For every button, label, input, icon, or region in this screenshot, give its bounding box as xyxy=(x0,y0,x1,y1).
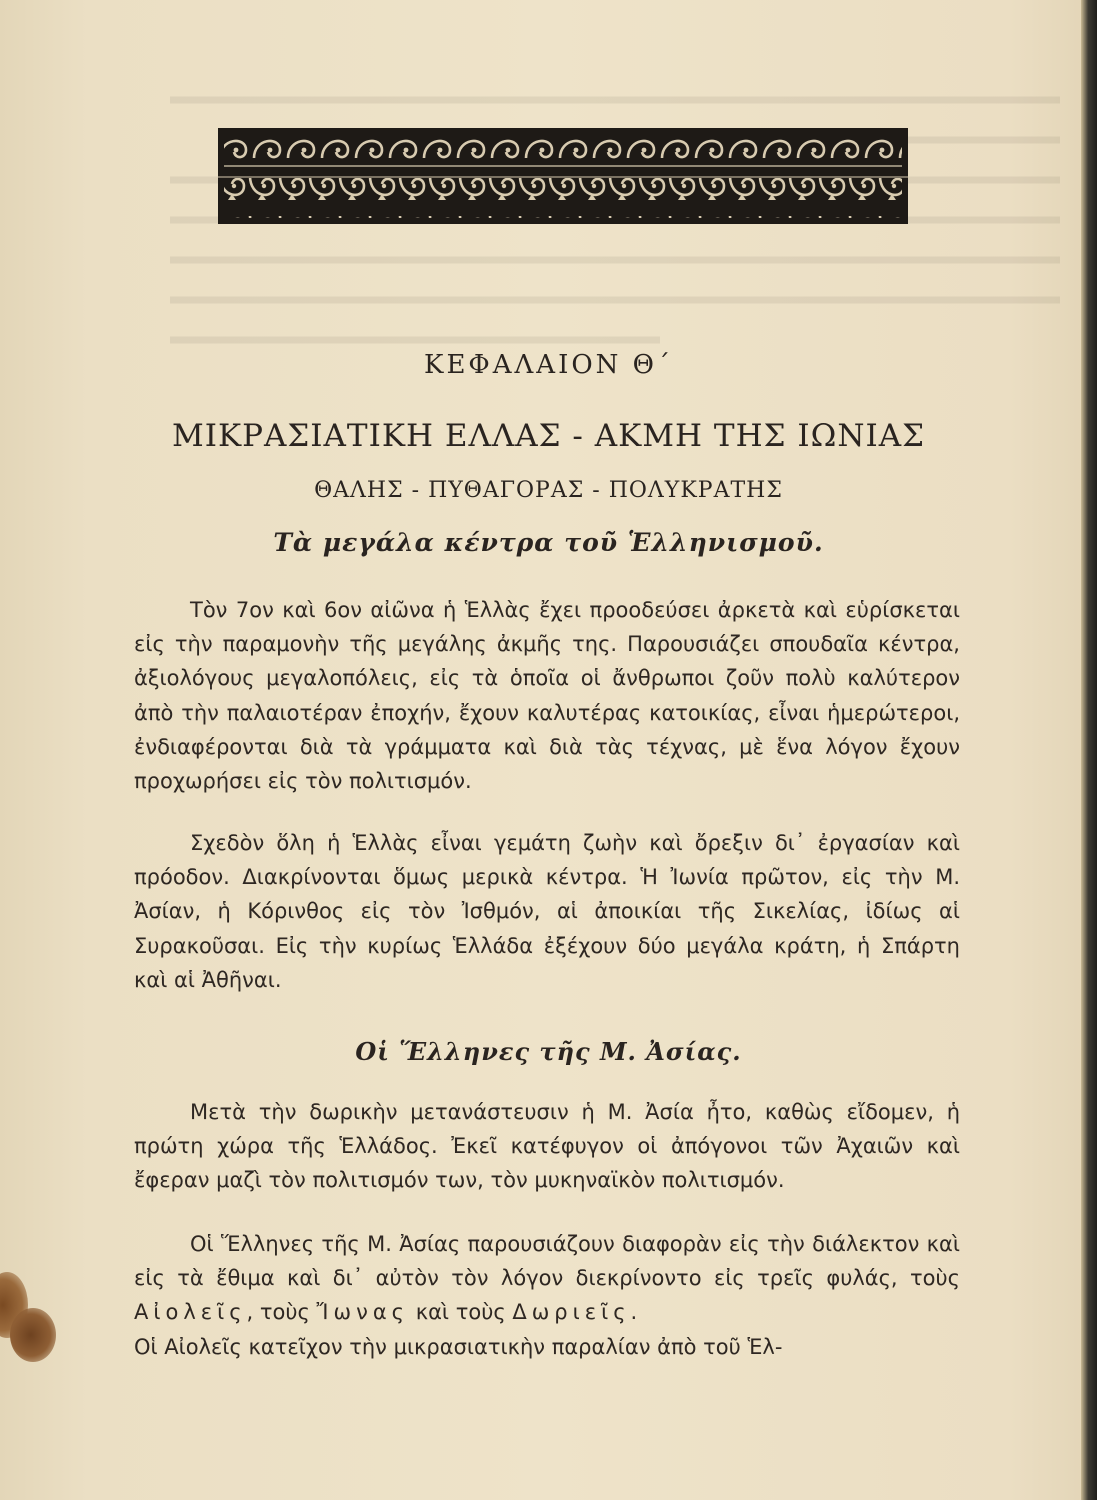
binding-edge xyxy=(1081,0,1097,1500)
paragraph: Σχεδὸν ὅλη ἡ Ἑλλὰς εἶναι γεμάτη ζωὴν καὶ ὄρεξιν δι᾽ ἐργασίαν καὶ πρόοδον. Διακρίνονται ὅμως μερικὰ κέντρα. Ἡ Ἰωνία πρῶτον, εἰς τὴν Μ. Ἀσίαν, ἡ Κόρινθος εἰς τὸν Ἰσθμόν, αἱ ἀποικίαι τῆς Σικελίας, ἰδίως αἱ Συρακοῦσαι. Εἰς τὴν κυρίως Ἑλλάδα ἐξέχουν δύο μεγάλα κράτη, ἡ Σπάρτη καὶ αἱ Ἀθῆναι. xyxy=(134,831,960,992)
paragraph: Τὸν 7ον καὶ 6ον αἰῶνα ἡ Ἑλλὰς ἔχει προοδεύσει ἀρκετὰ καὶ εὑρίσκεται εἰς τὴν παραμονὴν τῆς μεγάλης ἀκμῆς της. Παρουσιάζει σπουδαῖα κέντρα, ἀξιολόγους μεγαλοπόλεις, εἰς τὰ ὁποῖα οἱ ἄνθρωποι ζοῦν πολὺ καλύτερον ἀπὸ τὴν παλαιοτέραν ἐποχήν, ἔχουν καλυτέρας κατοικίας, εἶναι ἡμερώτεροι, ἐνδιαφέρονται διὰ τὰ γράμματα καὶ διὰ τὰς τέχνας, μὲ ἕνα λόγον ἔχουν προχωρήσει εἰς τὸν πολιτισμόν. xyxy=(134,598,960,794)
paragraph-text: . xyxy=(630,1300,638,1325)
paragraph: Μετὰ τὴν δωρικὴν μετανάστευσιν ἡ Μ. Ἀσία ἦτο, καθὼς εἴδομεν, ἡ πρώτη χώρα τῆς Ἑλλάδος. Ἐκεῖ κατέφυγον οἱ ἀπόγονοι τῶν Ἀχαιῶν καὶ ἔφεραν μαζὶ τὸν πολιτισμόν των, τὸν μυκηναϊκὸν πολιτισμόν. xyxy=(134,1100,960,1193)
section-heading: Τὰ μεγάλα κέντρα τοῦ Ἑλληνισμοῦ. xyxy=(273,528,824,557)
chapter-title: ΜΙΚΡΑΣΙΑΤΙΚΗ ΕΛΛΑΣ - ΑΚΜΗ ΤΗΣ ΙΩΝΙΑΣ xyxy=(171,418,926,454)
tribe-name: Δωριεῖς xyxy=(512,1300,631,1325)
decorative-ornament-band xyxy=(218,128,908,224)
paragraph xyxy=(134,1227,960,1364)
chapter-subtitle: ΘΑΛΗΣ - ΠΥΘΑΓΟΡΑΣ - ΠΟΛΥΚΡΑΤΗΣ xyxy=(314,478,783,503)
section-heading: Οἱ Ἕλληνες τῆς Μ. Ἀσίας. xyxy=(355,1037,742,1066)
paragraph-text: Οἱ Αἰολεῖς κατεῖχον τὴν μικρασιατικὴν παραλίαν ἀπὸ τοῦ Ἑλ- xyxy=(134,1334,783,1359)
paragraph-text: , τοὺς xyxy=(246,1300,310,1325)
stain-mark xyxy=(10,1308,56,1362)
paragraph-text: καὶ τοὺς xyxy=(415,1300,506,1325)
chapter-number: ΚΕΦΑΛΑΙΟΝ Θ΄ xyxy=(424,350,673,380)
tribe-name: Αἰολεῖς xyxy=(134,1300,247,1325)
tribe-name: Ἴωνας xyxy=(316,1300,410,1325)
paragraph-text: Οἱ Ἕλληνες τῆς Μ. Ἀσίας παρουσιάζουν διαφορὰν εἰς τὴν διάλεκτον καὶ εἰς τὰ ἔθιμα καὶ δι᾽ αὐτὸν τὸν λόγον διεκρίνοντο εἰς τρεῖς φυλάς, τοὺς xyxy=(134,1232,960,1291)
